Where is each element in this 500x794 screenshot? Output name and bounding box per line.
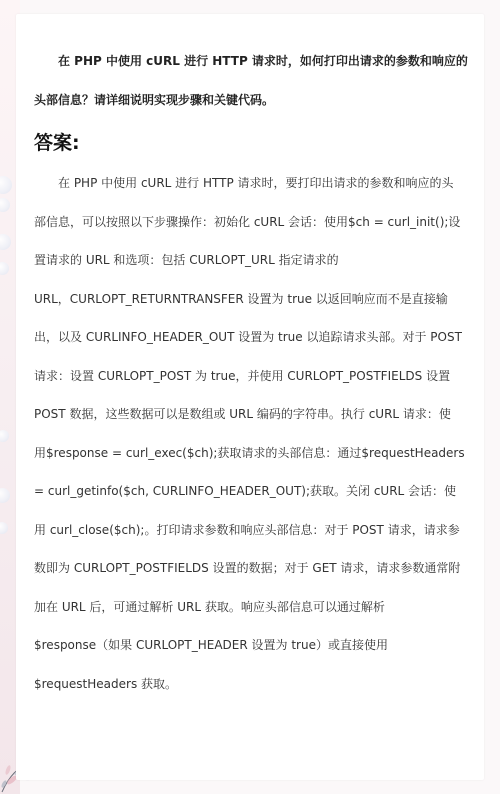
answer-body [34, 164, 474, 703]
answer-line: URL，CURLOPT_RETURNTRANSFER 设置为 true 以返回响应而不是直接输 [34, 291, 448, 306]
answer-line: 置请求的 URL 和选项：包括 CURLOPT_URL 指定请求的 [34, 253, 339, 267]
content-card [16, 14, 484, 780]
answer-line: 在 PHP 中使用 cURL 进行 HTTP 请求时，要打印出请求的参数和响应的头 [58, 176, 454, 190]
answer-line: 出，以及 CURLINFO_HEADER_OUT 设置为 true 以追踪请求头部。对于 POST [34, 330, 462, 344]
answer-line: 数即为 CURLOPT_POSTFIELDS 设置的数据；对于 GET 请求，请求参数通常附 [34, 561, 461, 575]
question-text: 在 PHP 中使用 cURL 进行 HTTP 请求时，如何打印出请求的参数和响应的头部信息？请详细说明实现步骤和关键代码。 [34, 54, 468, 107]
answer-line: = curl_getinfo($ch, CURLINFO_HEADER_OUT);获取。关闭 cURL 会话：使 [34, 484, 457, 498]
answer-line: 用$response = curl_exec($ch);获取请求的头部信息：通过$requestHeaders [34, 445, 465, 460]
answer-line: 请求：设置 CURLOPT_POST 为 true，并使用 CURLOPT_POSTFIELDS 设置 [34, 368, 451, 383]
answer-line: $response（如果 CURLOPT_HEADER 设置为 true）或直接使用 [34, 638, 388, 652]
answer-line: $requestHeaders 获取。 [34, 676, 178, 691]
answer-line: 部信息，可以按照以下步骤操作：初始化 cURL 会话：使用$ch = curl_init();设 [34, 214, 461, 229]
answer-heading: 答案: [34, 132, 80, 154]
answer-line: 用 curl_close($ch);。打印请求参数和响应头部信息：对于 POST 请求，请求参 [34, 522, 460, 537]
answer-line: 加在 URL 后，可通过解析 URL 获取。响应头部信息可以通过解析 [34, 599, 385, 614]
answer-line: POST 数据，这些数据可以是数组或 URL 编码的字符串。执行 cURL 请求：使 [34, 407, 451, 421]
